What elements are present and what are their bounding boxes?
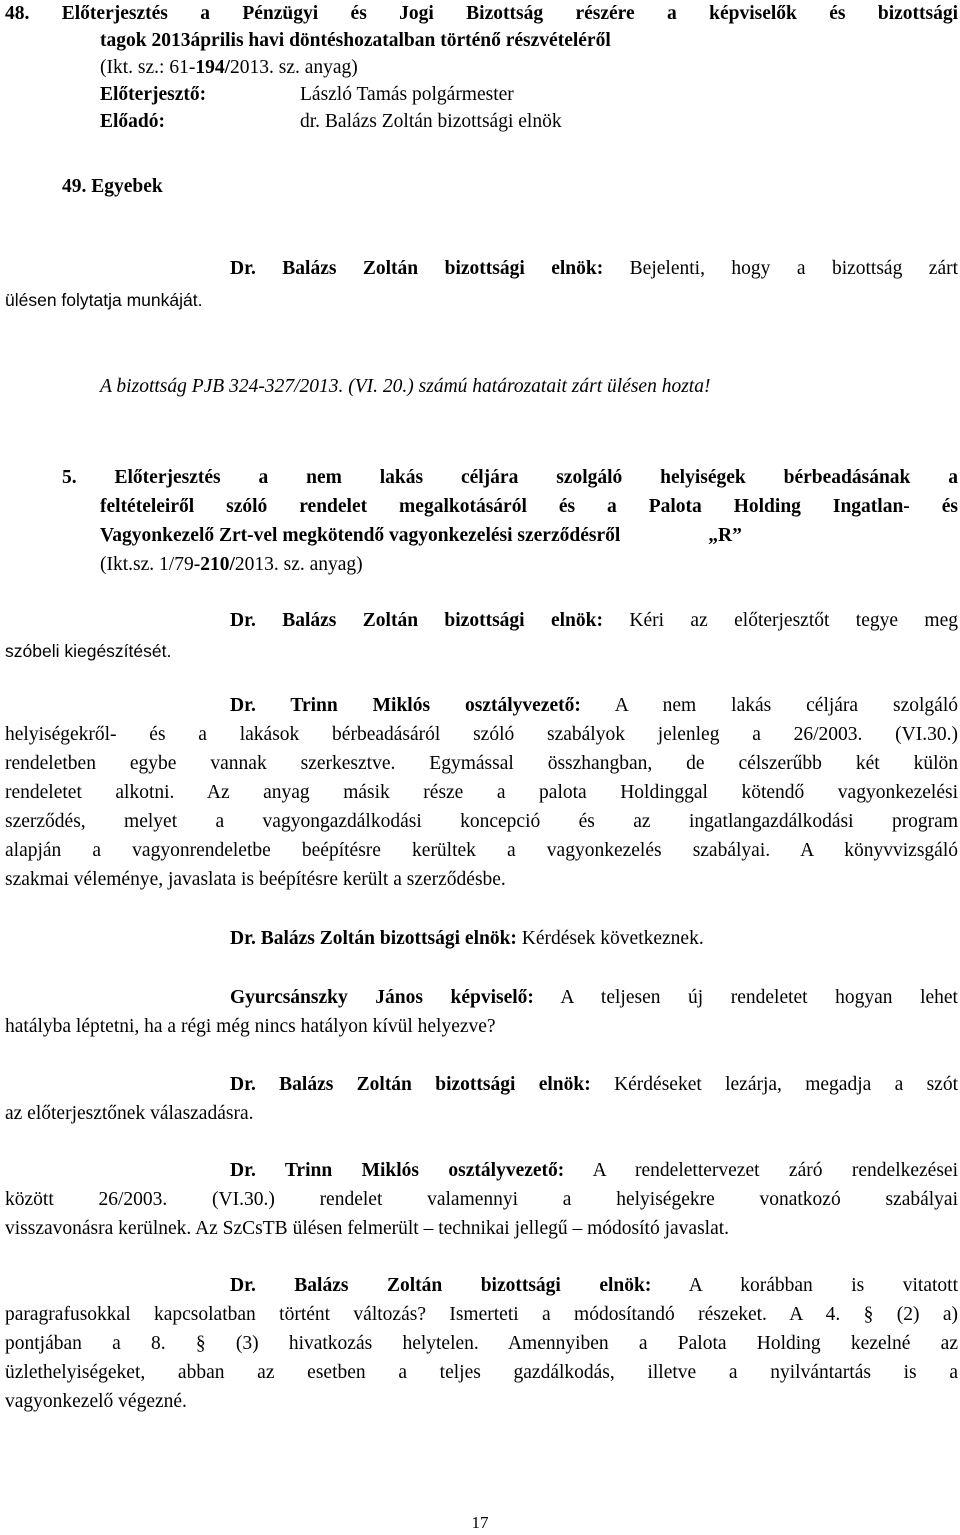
item-5-title-part-2: feltételeiről szóló rendelet megalkotásáról és a Palota Holding Ingatlan- és (100, 496, 958, 517)
item-48-line-1 (5, 0, 958, 27)
item-5-line-1 (62, 464, 958, 491)
paragraph-2-line: rendeletben egybe vannak szerkesztve. Egymással összhangban, de célszerűbb két külön (5, 753, 958, 774)
item-5-line-3 (100, 522, 958, 549)
paragraph-6-first-line (230, 1157, 958, 1184)
paragraph-7-text-start: A korábban is vitatott (688, 1275, 958, 1296)
item-48-title-part-2: tagok 2013április havi döntéshozatalban történő részvételéről (100, 30, 611, 51)
item-48-number: 48. (5, 3, 30, 24)
item-5-reference (100, 551, 958, 578)
item-48-title-part-1: Előterjesztés a Pénzügyi és Jogi Bizottság részére a képviselők és bizottsági (61, 3, 959, 24)
presenter-value: László Tamás polgármester (300, 84, 514, 105)
paragraph-6-line: között 26/2003. (VI.30.) rendelet valamennyi a helyiségekre vonatkozó szabályai (5, 1189, 958, 1210)
closed-session-resolution: A bizottság PJB 324-327/2013. (VI. 20.) számú határozatait zárt ülésen hozta! (100, 376, 711, 397)
paragraph-1-speaker: Dr. Balázs Zoltán bizottsági elnök: (230, 610, 603, 631)
paragraph-2-line: helyiségekről- és a lakások bérbeadásáról szóló szabályok jelenleg a 26/2003. (VI.30.) (5, 724, 958, 745)
presenter-label: Előterjesztő: (100, 84, 207, 105)
paragraph-5-line: az előterjesztőnek válaszadásra. (5, 1103, 254, 1124)
paragraph-2-first-line (230, 692, 958, 719)
paragraph-7-first-line (230, 1272, 958, 1299)
item-48-reference (100, 54, 958, 81)
item-5-ref-suffix: 2013. sz. anyag) (234, 554, 363, 575)
paragraph-4-speaker: Gyurcsánszky János képviselő: (230, 987, 534, 1008)
closed-session-text-1: Bejelenti, hogy a bizottság zárt (629, 258, 959, 279)
item-48-ref-prefix: (Ikt. sz.: 61- (100, 57, 196, 78)
paragraph-7-line: pontjában a 8. § (3) hivatkozás helytelen. Amennyiben a Palota Holding kezelné az (5, 1333, 958, 1354)
paragraph-4-first-line (230, 984, 958, 1011)
paragraph-7-speaker: Dr. Balázs Zoltán bizottsági elnök: (230, 1275, 652, 1296)
page-number: 17 (471, 1513, 489, 1532)
paragraph-7-line: vagyonkezelő végezné. (5, 1391, 187, 1412)
item-5-ref-prefix: (Ikt.sz. 1/79- (100, 554, 201, 575)
paragraph-2-text-start: A nem lakás céljára szolgáló (614, 695, 958, 716)
item-48-ref-suffix: 2013. sz. anyag) (229, 57, 358, 78)
closed-session-speaker: Dr. Balázs Zoltán bizottsági elnök: (230, 258, 604, 279)
paragraph-2-line: rendeletet alkotni. Az anyag másik része a palota Holdinggal kötendő vagyonkezelési (5, 782, 958, 803)
item-48-speaker (100, 108, 958, 135)
paragraph-1-text-start: Kéri az előterjesztőt tegye meg (629, 610, 958, 631)
paragraph-4-line: hatályba léptetni, ha a régi még nincs hatályon kívül helyezve? (5, 1016, 496, 1037)
paragraph-2-line: alapján a vagyonrendeletbe beépítésre kerültek a vagyonkezelés szabályai. A könyvvizsgáló (5, 840, 958, 861)
paragraph-1-line: szóbeli kiegészítését. (5, 641, 172, 661)
paragraph-3-text-start: Kérdések következnek. (521, 928, 704, 949)
item-48-presenter (100, 81, 958, 108)
speaker-label: Előadó: (100, 111, 166, 132)
speaker-value: dr. Balázs Zoltán bizottsági elnök (300, 111, 562, 132)
paragraph-5-first-line (230, 1071, 958, 1098)
item-48-ref-number: 194/ (195, 57, 230, 78)
item-5-title-part-3: Vagyonkezelő Zrt-vel megkötendő vagyonkezelési szerződésről (100, 525, 621, 546)
closed-session-line-1 (230, 255, 958, 282)
paragraph-6-speaker: Dr. Trinn Miklós osztályvezető: (230, 1160, 565, 1181)
paragraph-2-speaker: Dr. Trinn Miklós osztályvezető: (230, 695, 581, 716)
paragraph-4-text-start: A teljesen új rendeletet hogyan lehet (560, 987, 958, 1008)
paragraph-7-line: üzlethelyiségeket, abban az esetben a teljes gazdálkodás, illetve a nyilvántartás is a (5, 1362, 958, 1383)
item-5-mark: „R” (708, 525, 742, 546)
paragraph-5-speaker: Dr. Balázs Zoltán bizottsági elnök: (230, 1074, 591, 1095)
paragraph-2-line: szerződés, melyet a vagyongazdálkodási koncepció és az ingatlangazdálkodási program (5, 811, 958, 832)
item-5-number: 5. (62, 467, 77, 488)
paragraph-6-text-start: A rendelettervezet záró rendelkezései (592, 1160, 958, 1181)
closed-session-line-2: ülésen folytatja munkáját. (5, 290, 203, 310)
paragraph-7-line: paragrafusokkal kapcsolatban történt változás? Ismerteti a módosítandó részeket. A 4. § (2) a) (5, 1304, 958, 1325)
item-5-title-part-1: Előterjesztés a nem lakás céljára szolgáló helyiségek bérbeadásának a (114, 467, 959, 488)
paragraph-2-line: szakmai véleménye, javaslata is beépítésre került a szerződésbe. (5, 869, 506, 890)
item-49-heading: 49. Egyebek (62, 176, 163, 197)
paragraph-3-first-line (230, 925, 958, 952)
item-5-ref-number: 210/ (200, 554, 235, 575)
paragraph-5-text-start: Kérdéseket lezárja, megadja a szót (614, 1074, 959, 1095)
paragraph-6-line: visszavonásra kerülnek. Az SzCsTB ülésen felmerült – technikai jellegű – módosító javaslat. (5, 1218, 730, 1239)
paragraph-1-first-line (230, 607, 958, 634)
paragraph-3-speaker: Dr. Balázs Zoltán bizottsági elnök: (230, 928, 517, 949)
